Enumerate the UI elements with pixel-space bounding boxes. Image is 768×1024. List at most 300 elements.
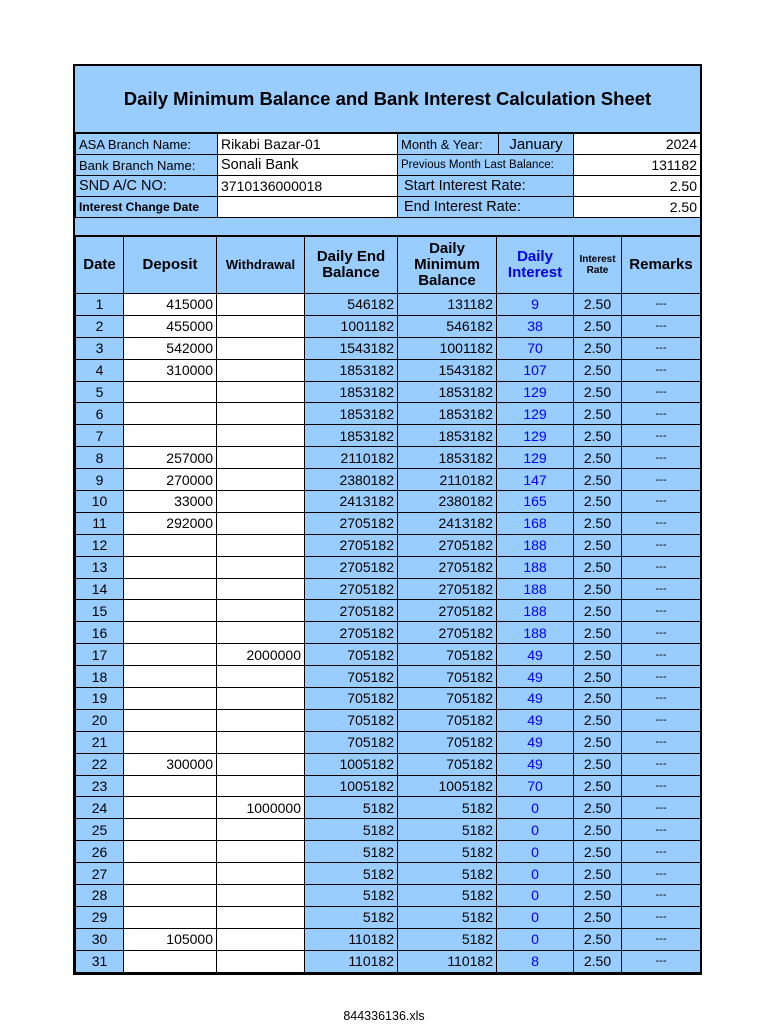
row-date-cell[interactable]: 26 <box>76 841 124 863</box>
snd-account-value[interactable]: 3710136000018 <box>218 176 398 197</box>
row-withdrawal-cell[interactable] <box>217 469 305 491</box>
calculation-sheet <box>73 64 702 975</box>
row-min-balance-cell[interactable]: 705182 <box>398 688 497 710</box>
start-rate-value[interactable]: 2.50 <box>574 176 701 197</box>
table-row <box>76 315 701 337</box>
row-rate-cell[interactable]: 2.50 <box>574 381 622 403</box>
row-remarks-cell[interactable]: --- <box>622 906 701 928</box>
row-remarks-cell[interactable]: --- <box>622 381 701 403</box>
info-row <box>76 197 701 218</box>
row-interest-cell[interactable]: 188 <box>497 534 574 556</box>
row-rate-cell[interactable]: 2.50 <box>574 403 622 425</box>
row-remarks-cell[interactable]: --- <box>622 688 701 710</box>
row-remarks-cell[interactable]: --- <box>622 294 701 316</box>
row-date-cell[interactable]: 17 <box>76 644 124 666</box>
row-withdrawal-cell[interactable] <box>217 381 305 403</box>
row-rate-cell[interactable]: 2.50 <box>574 819 622 841</box>
table-row <box>76 819 701 841</box>
table-row <box>76 753 701 775</box>
row-min-balance-cell[interactable]: 5182 <box>398 797 497 819</box>
col-header-date: Date <box>76 237 124 294</box>
row-deposit-cell[interactable] <box>124 819 217 841</box>
row-interest-cell[interactable]: 0 <box>497 819 574 841</box>
row-interest-cell[interactable]: 8 <box>497 950 574 972</box>
row-end-balance-cell[interactable]: 2110182 <box>305 447 398 469</box>
row-remarks-cell[interactable]: --- <box>622 731 701 753</box>
prev-balance-label: Previous Month Last Balance: <box>398 155 574 176</box>
row-min-balance-cell[interactable]: 546182 <box>398 315 497 337</box>
row-rate-cell[interactable]: 2.50 <box>574 928 622 950</box>
interest-change-value[interactable] <box>218 197 398 218</box>
row-min-balance-cell[interactable]: 5182 <box>398 819 497 841</box>
row-date-cell[interactable]: 21 <box>76 731 124 753</box>
table-row <box>76 885 701 907</box>
row-deposit-cell[interactable]: 542000 <box>124 337 217 359</box>
row-rate-cell[interactable]: 2.50 <box>574 863 622 885</box>
row-interest-cell[interactable]: 70 <box>497 337 574 359</box>
row-withdrawal-cell[interactable] <box>217 447 305 469</box>
row-withdrawal-cell[interactable] <box>217 578 305 600</box>
table-row <box>76 294 701 316</box>
row-deposit-cell[interactable] <box>124 906 217 928</box>
row-deposit-cell[interactable]: 292000 <box>124 512 217 534</box>
row-withdrawal-cell[interactable] <box>217 863 305 885</box>
row-remarks-cell[interactable]: --- <box>622 622 701 644</box>
row-date-cell[interactable]: 27 <box>76 863 124 885</box>
row-rate-cell[interactable]: 2.50 <box>574 359 622 381</box>
row-deposit-cell[interactable] <box>124 797 217 819</box>
year-value[interactable]: 2024 <box>574 134 701 155</box>
row-withdrawal-cell[interactable] <box>217 359 305 381</box>
row-withdrawal-cell[interactable] <box>217 556 305 578</box>
row-remarks-cell[interactable]: --- <box>622 797 701 819</box>
table-row <box>76 622 701 644</box>
row-rate-cell[interactable]: 2.50 <box>574 731 622 753</box>
row-remarks-cell[interactable]: --- <box>622 403 701 425</box>
row-min-balance-cell[interactable]: 1001182 <box>398 337 497 359</box>
row-min-balance-cell[interactable]: 2413182 <box>398 512 497 534</box>
col-header-withdrawal: Withdrawal <box>217 237 305 294</box>
row-min-balance-cell[interactable]: 705182 <box>398 644 497 666</box>
row-date-cell[interactable]: 6 <box>76 403 124 425</box>
row-min-balance-cell[interactable]: 131182 <box>398 294 497 316</box>
row-withdrawal-cell[interactable] <box>217 950 305 972</box>
row-date-cell[interactable]: 31 <box>76 950 124 972</box>
row-withdrawal-cell[interactable]: 2000000 <box>217 644 305 666</box>
row-end-balance-cell[interactable]: 1853182 <box>305 381 398 403</box>
row-remarks-cell[interactable]: --- <box>622 578 701 600</box>
row-min-balance-cell[interactable]: 2705182 <box>398 534 497 556</box>
row-end-balance-cell[interactable]: 705182 <box>305 731 398 753</box>
row-date-cell[interactable]: 8 <box>76 447 124 469</box>
row-interest-cell[interactable]: 70 <box>497 775 574 797</box>
row-end-balance-cell[interactable]: 546182 <box>305 294 398 316</box>
row-rate-cell[interactable]: 2.50 <box>574 688 622 710</box>
col-header-daily-interest: Daily Interest <box>497 237 574 294</box>
row-interest-cell[interactable]: 0 <box>497 797 574 819</box>
row-rate-cell[interactable]: 2.50 <box>574 709 622 731</box>
row-min-balance-cell[interactable]: 2705182 <box>398 556 497 578</box>
row-date-cell[interactable]: 22 <box>76 753 124 775</box>
row-date-cell[interactable]: 2 <box>76 315 124 337</box>
row-withdrawal-cell[interactable] <box>217 709 305 731</box>
row-rate-cell[interactable]: 2.50 <box>574 447 622 469</box>
row-rate-cell[interactable]: 2.50 <box>574 469 622 491</box>
row-deposit-cell[interactable] <box>124 534 217 556</box>
row-rate-cell[interactable]: 2.50 <box>574 797 622 819</box>
row-interest-cell[interactable]: 0 <box>497 863 574 885</box>
row-deposit-cell[interactable]: 257000 <box>124 447 217 469</box>
row-min-balance-cell[interactable]: 2380182 <box>398 491 497 513</box>
row-withdrawal-cell[interactable] <box>217 819 305 841</box>
row-remarks-cell[interactable]: --- <box>622 337 701 359</box>
row-date-cell[interactable]: 11 <box>76 512 124 534</box>
row-deposit-cell[interactable] <box>124 644 217 666</box>
row-remarks-cell[interactable]: --- <box>622 359 701 381</box>
row-rate-cell[interactable]: 2.50 <box>574 556 622 578</box>
row-end-balance-cell[interactable]: 5182 <box>305 885 398 907</box>
row-end-balance-cell[interactable]: 5182 <box>305 863 398 885</box>
row-rate-cell[interactable]: 2.50 <box>574 578 622 600</box>
row-interest-cell[interactable]: 188 <box>497 556 574 578</box>
row-date-cell[interactable]: 3 <box>76 337 124 359</box>
row-remarks-cell[interactable]: --- <box>622 512 701 534</box>
row-date-cell[interactable]: 18 <box>76 666 124 688</box>
row-withdrawal-cell[interactable] <box>217 315 305 337</box>
row-date-cell[interactable]: 28 <box>76 885 124 907</box>
row-end-balance-cell[interactable]: 1853182 <box>305 425 398 447</box>
row-withdrawal-cell[interactable] <box>217 775 305 797</box>
row-date-cell[interactable]: 20 <box>76 709 124 731</box>
row-deposit-cell[interactable] <box>124 622 217 644</box>
row-rate-cell[interactable]: 2.50 <box>574 491 622 513</box>
table-row <box>76 337 701 359</box>
prev-balance-value[interactable]: 131182 <box>574 155 701 176</box>
table-header-row <box>76 237 701 294</box>
row-deposit-cell[interactable] <box>124 863 217 885</box>
row-date-cell[interactable]: 13 <box>76 556 124 578</box>
row-deposit-cell[interactable] <box>124 381 217 403</box>
table-row <box>76 688 701 710</box>
row-withdrawal-cell[interactable] <box>217 294 305 316</box>
row-remarks-cell[interactable]: --- <box>622 775 701 797</box>
row-deposit-cell[interactable] <box>124 556 217 578</box>
row-end-balance-cell[interactable]: 705182 <box>305 666 398 688</box>
row-min-balance-cell[interactable]: 5182 <box>398 863 497 885</box>
row-min-balance-cell[interactable]: 1005182 <box>398 775 497 797</box>
row-end-balance-cell[interactable]: 705182 <box>305 688 398 710</box>
row-interest-cell[interactable]: 107 <box>497 359 574 381</box>
row-interest-cell[interactable]: 0 <box>497 906 574 928</box>
row-withdrawal-cell[interactable] <box>217 512 305 534</box>
row-remarks-cell[interactable]: --- <box>622 491 701 513</box>
table-row <box>76 841 701 863</box>
row-rate-cell[interactable]: 2.50 <box>574 666 622 688</box>
row-date-cell[interactable]: 1 <box>76 294 124 316</box>
row-date-cell[interactable]: 24 <box>76 797 124 819</box>
row-date-cell[interactable]: 25 <box>76 819 124 841</box>
row-interest-cell[interactable]: 49 <box>497 688 574 710</box>
row-end-balance-cell[interactable]: 110182 <box>305 928 398 950</box>
row-rate-cell[interactable]: 2.50 <box>574 950 622 972</box>
row-rate-cell[interactable]: 2.50 <box>574 885 622 907</box>
month-value[interactable]: January <box>509 135 563 153</box>
row-end-balance-cell[interactable]: 705182 <box>305 709 398 731</box>
end-rate-value[interactable]: 2.50 <box>574 197 701 218</box>
table-row <box>76 491 701 513</box>
row-withdrawal-cell[interactable] <box>217 425 305 447</box>
row-deposit-cell[interactable] <box>124 688 217 710</box>
row-remarks-cell[interactable]: --- <box>622 644 701 666</box>
row-withdrawal-cell[interactable] <box>217 841 305 863</box>
row-end-balance-cell[interactable]: 2380182 <box>305 469 398 491</box>
row-remarks-cell[interactable]: --- <box>622 928 701 950</box>
row-interest-cell[interactable]: 147 <box>497 469 574 491</box>
row-withdrawal-cell[interactable] <box>217 928 305 950</box>
row-min-balance-cell[interactable]: 5182 <box>398 928 497 950</box>
row-deposit-cell[interactable]: 300000 <box>124 753 217 775</box>
row-rate-cell[interactable]: 2.50 <box>574 753 622 775</box>
row-end-balance-cell[interactable]: 2413182 <box>305 491 398 513</box>
table-row <box>76 666 701 688</box>
row-deposit-cell[interactable] <box>124 731 217 753</box>
row-date-cell[interactable]: 16 <box>76 622 124 644</box>
row-end-balance-cell[interactable]: 5182 <box>305 819 398 841</box>
table-row <box>76 381 701 403</box>
row-rate-cell[interactable]: 2.50 <box>574 906 622 928</box>
row-withdrawal-cell[interactable] <box>217 491 305 513</box>
table-row <box>76 950 701 972</box>
row-withdrawal-cell[interactable] <box>217 688 305 710</box>
row-deposit-cell[interactable]: 455000 <box>124 315 217 337</box>
table-row <box>76 425 701 447</box>
row-rate-cell[interactable]: 2.50 <box>574 337 622 359</box>
spacer-band <box>75 218 700 236</box>
row-end-balance-cell[interactable]: 1853182 <box>305 359 398 381</box>
row-min-balance-cell[interactable]: 1543182 <box>398 359 497 381</box>
row-end-balance-cell[interactable]: 1001182 <box>305 315 398 337</box>
row-rate-cell[interactable]: 2.50 <box>574 622 622 644</box>
row-rate-cell[interactable]: 2.50 <box>574 534 622 556</box>
row-rate-cell[interactable]: 2.50 <box>574 600 622 622</box>
row-end-balance-cell[interactable]: 1543182 <box>305 337 398 359</box>
row-interest-cell[interactable]: 129 <box>497 403 574 425</box>
row-rate-cell[interactable]: 2.50 <box>574 644 622 666</box>
row-end-balance-cell[interactable]: 2705182 <box>305 622 398 644</box>
row-end-balance-cell[interactable]: 110182 <box>305 950 398 972</box>
row-rate-cell[interactable]: 2.50 <box>574 775 622 797</box>
row-min-balance-cell[interactable]: 2705182 <box>398 622 497 644</box>
table-row <box>76 512 701 534</box>
row-rate-cell[interactable]: 2.50 <box>574 315 622 337</box>
row-min-balance-cell[interactable]: 5182 <box>398 841 497 863</box>
row-withdrawal-cell[interactable] <box>217 622 305 644</box>
row-end-balance-cell[interactable]: 2705182 <box>305 512 398 534</box>
row-end-balance-cell[interactable]: 5182 <box>305 841 398 863</box>
row-deposit-cell[interactable] <box>124 403 217 425</box>
row-interest-cell[interactable]: 188 <box>497 622 574 644</box>
row-end-balance-cell[interactable]: 5182 <box>305 797 398 819</box>
row-date-cell[interactable]: 14 <box>76 578 124 600</box>
row-deposit-cell[interactable] <box>124 841 217 863</box>
row-interest-cell[interactable]: 129 <box>497 425 574 447</box>
row-remarks-cell[interactable]: --- <box>622 885 701 907</box>
row-rate-cell[interactable]: 2.50 <box>574 512 622 534</box>
row-interest-cell[interactable]: 49 <box>497 753 574 775</box>
col-header-remarks: Remarks <box>622 237 701 294</box>
row-interest-cell[interactable]: 188 <box>497 578 574 600</box>
row-remarks-cell[interactable]: --- <box>622 600 701 622</box>
table-row <box>76 469 701 491</box>
row-withdrawal-cell[interactable] <box>217 666 305 688</box>
row-end-balance-cell[interactable]: 705182 <box>305 644 398 666</box>
table-row <box>76 863 701 885</box>
row-interest-cell[interactable]: 49 <box>497 666 574 688</box>
row-interest-cell[interactable]: 49 <box>497 709 574 731</box>
table-row <box>76 403 701 425</box>
row-remarks-cell[interactable]: --- <box>622 534 701 556</box>
row-withdrawal-cell[interactable] <box>217 906 305 928</box>
row-withdrawal-cell[interactable] <box>217 337 305 359</box>
row-interest-cell[interactable]: 129 <box>497 381 574 403</box>
row-interest-cell[interactable]: 165 <box>497 491 574 513</box>
info-row <box>76 134 701 155</box>
row-interest-cell[interactable]: 0 <box>497 841 574 863</box>
row-end-balance-cell[interactable]: 2705182 <box>305 578 398 600</box>
table-row <box>76 775 701 797</box>
row-date-cell[interactable]: 5 <box>76 381 124 403</box>
row-min-balance-cell[interactable]: 1853182 <box>398 381 497 403</box>
row-deposit-cell[interactable]: 270000 <box>124 469 217 491</box>
col-header-daily-min-balance: Daily Minimum Balance <box>398 237 497 294</box>
row-deposit-cell[interactable] <box>124 885 217 907</box>
row-interest-cell[interactable]: 9 <box>497 294 574 316</box>
row-remarks-cell[interactable]: --- <box>622 556 701 578</box>
row-deposit-cell[interactable] <box>124 666 217 688</box>
row-deposit-cell[interactable]: 105000 <box>124 928 217 950</box>
row-deposit-cell[interactable] <box>124 425 217 447</box>
row-remarks-cell[interactable]: --- <box>622 841 701 863</box>
row-remarks-cell[interactable]: --- <box>622 666 701 688</box>
snd-account-label: SND A/C NO: <box>76 176 218 197</box>
row-date-cell[interactable]: 4 <box>76 359 124 381</box>
row-rate-cell[interactable]: 2.50 <box>574 294 622 316</box>
row-withdrawal-cell[interactable] <box>217 885 305 907</box>
row-deposit-cell[interactable]: 310000 <box>124 359 217 381</box>
row-date-cell[interactable]: 30 <box>76 928 124 950</box>
row-interest-cell[interactable]: 0 <box>497 928 574 950</box>
month-year-cell <box>398 134 574 155</box>
row-min-balance-cell[interactable]: 1853182 <box>398 425 497 447</box>
table-row <box>76 731 701 753</box>
row-interest-cell[interactable]: 168 <box>497 512 574 534</box>
row-min-balance-cell[interactable]: 705182 <box>398 753 497 775</box>
row-remarks-cell[interactable]: --- <box>622 709 701 731</box>
table-row <box>76 600 701 622</box>
row-deposit-cell[interactable] <box>124 578 217 600</box>
row-remarks-cell[interactable]: --- <box>622 950 701 972</box>
row-rate-cell[interactable]: 2.50 <box>574 841 622 863</box>
row-interest-cell[interactable]: 49 <box>497 731 574 753</box>
row-interest-cell[interactable]: 0 <box>497 885 574 907</box>
month-year-label: Month & Year: <box>398 134 499 154</box>
bank-branch-label: Bank Branch Name: <box>76 155 218 176</box>
row-withdrawal-cell[interactable] <box>217 600 305 622</box>
row-date-cell[interactable]: 7 <box>76 425 124 447</box>
row-min-balance-cell[interactable]: 705182 <box>398 731 497 753</box>
row-deposit-cell[interactable] <box>124 775 217 797</box>
row-deposit-cell[interactable] <box>124 600 217 622</box>
row-interest-cell[interactable]: 129 <box>497 447 574 469</box>
row-withdrawal-cell[interactable] <box>217 753 305 775</box>
row-date-cell[interactable]: 10 <box>76 491 124 513</box>
row-date-cell[interactable]: 9 <box>76 469 124 491</box>
row-min-balance-cell[interactable]: 1853182 <box>398 403 497 425</box>
row-min-balance-cell[interactable]: 705182 <box>398 666 497 688</box>
row-remarks-cell[interactable]: --- <box>622 425 701 447</box>
row-min-balance-cell[interactable]: 705182 <box>398 709 497 731</box>
row-remarks-cell[interactable]: --- <box>622 863 701 885</box>
row-deposit-cell[interactable] <box>124 709 217 731</box>
row-date-cell[interactable]: 29 <box>76 906 124 928</box>
row-withdrawal-cell[interactable] <box>217 731 305 753</box>
bank-branch-value[interactable]: Sonali Bank <box>218 155 398 176</box>
row-remarks-cell[interactable]: --- <box>622 469 701 491</box>
row-min-balance-cell[interactable]: 1853182 <box>398 447 497 469</box>
row-min-balance-cell[interactable]: 5182 <box>398 885 497 907</box>
table-row <box>76 359 701 381</box>
row-min-balance-cell[interactable]: 5182 <box>398 906 497 928</box>
row-deposit-cell[interactable]: 415000 <box>124 294 217 316</box>
row-date-cell[interactable]: 23 <box>76 775 124 797</box>
asa-branch-value[interactable]: Rikabi Bazar-01 <box>218 134 398 155</box>
row-remarks-cell[interactable]: --- <box>622 753 701 775</box>
row-end-balance-cell[interactable]: 2705182 <box>305 600 398 622</box>
row-interest-cell[interactable]: 188 <box>497 600 574 622</box>
row-interest-cell[interactable]: 38 <box>497 315 574 337</box>
row-end-balance-cell[interactable]: 1005182 <box>305 753 398 775</box>
row-date-cell[interactable]: 19 <box>76 688 124 710</box>
row-rate-cell[interactable]: 2.50 <box>574 425 622 447</box>
daily-balance-table <box>75 236 701 973</box>
row-min-balance-cell[interactable]: 2705182 <box>398 578 497 600</box>
row-withdrawal-cell[interactable] <box>217 403 305 425</box>
row-end-balance-cell[interactable]: 2705182 <box>305 556 398 578</box>
row-withdrawal-cell[interactable] <box>217 534 305 556</box>
row-min-balance-cell[interactable]: 2705182 <box>398 600 497 622</box>
table-row <box>76 906 701 928</box>
row-end-balance-cell[interactable]: 1853182 <box>305 403 398 425</box>
account-info-table <box>75 133 701 218</box>
asa-branch-label: ASA Branch Name: <box>76 134 218 155</box>
row-remarks-cell[interactable]: --- <box>622 447 701 469</box>
row-end-balance-cell[interactable]: 2705182 <box>305 534 398 556</box>
row-min-balance-cell[interactable]: 2110182 <box>398 469 497 491</box>
row-deposit-cell[interactable]: 33000 <box>124 491 217 513</box>
row-min-balance-cell[interactable]: 110182 <box>398 950 497 972</box>
info-row <box>76 155 701 176</box>
row-date-cell[interactable]: 15 <box>76 600 124 622</box>
row-remarks-cell[interactable]: --- <box>622 315 701 337</box>
row-remarks-cell[interactable]: --- <box>622 819 701 841</box>
table-row <box>76 928 701 950</box>
row-interest-cell[interactable]: 49 <box>497 644 574 666</box>
row-deposit-cell[interactable] <box>124 950 217 972</box>
row-withdrawal-cell[interactable]: 1000000 <box>217 797 305 819</box>
row-end-balance-cell[interactable]: 1005182 <box>305 775 398 797</box>
row-date-cell[interactable]: 12 <box>76 534 124 556</box>
row-end-balance-cell[interactable]: 5182 <box>305 906 398 928</box>
